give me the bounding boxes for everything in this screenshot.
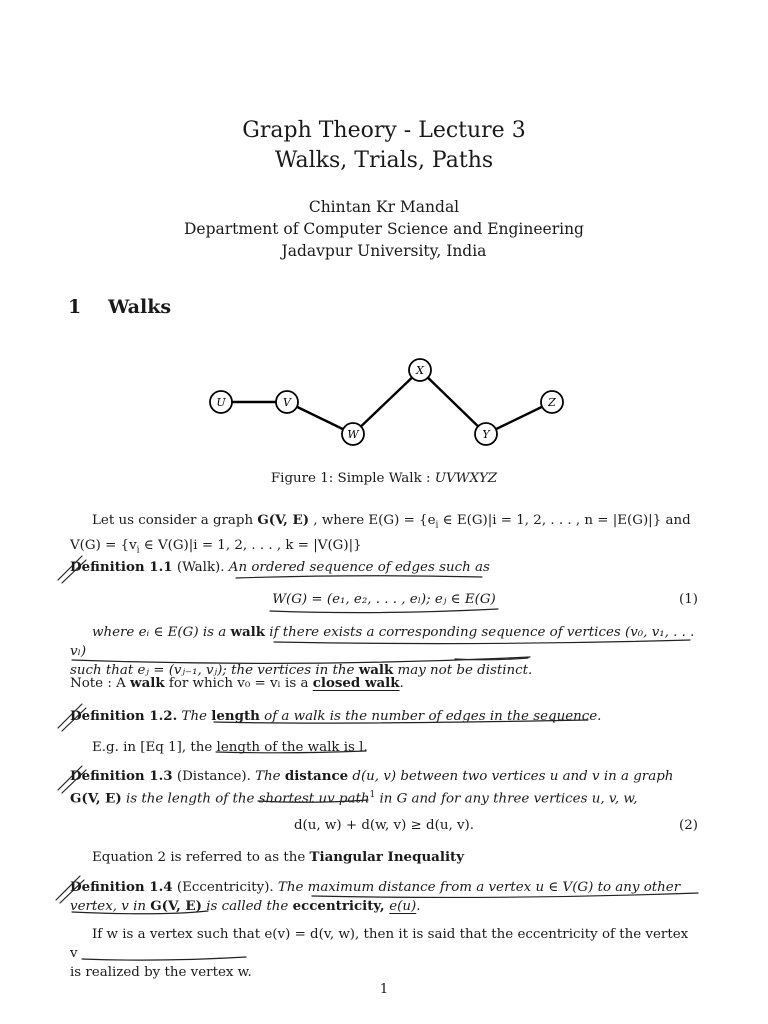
def12-length-term: length (211, 708, 260, 724)
note-walk: walk (130, 675, 165, 691)
def13-graph: G(V, E) (70, 790, 122, 807)
def14-name: (Eccentricity). (172, 880, 274, 895)
node-label-w: W (347, 428, 359, 441)
triangle-inequality-note (70, 848, 698, 867)
def14-text-3: is called the (201, 899, 293, 914)
def13-label: Definition 1.3 (70, 768, 173, 784)
underline-equation-1 (270, 609, 498, 613)
intro-edge-set-end: ∈ E(G)|i = 1, 2, . . . , n = |E(G)|} and (438, 513, 691, 528)
equation-2-number: (2) (679, 818, 698, 833)
def11-label: Definition 1.1 (70, 559, 173, 575)
walk-graph-figure (0, 0, 768, 460)
equation-1-number: (1) (679, 592, 698, 607)
def13-text-3: is the length of the shortest uv path (121, 791, 370, 807)
node-label-y: Y (482, 428, 490, 441)
intro-vertex-set: V(G) = {v (70, 537, 137, 553)
node-label-v: V (283, 396, 291, 409)
definition-1-2 (70, 707, 698, 726)
equation-2-body: d(u, w) + d(w, v) ≥ d(u, v). (293, 818, 475, 833)
def11-distinct: distinct (477, 663, 529, 678)
def11-such-that: such that eⱼ = (vⱼ₋₁, vⱼ); the vertices in the (70, 663, 359, 678)
def13-text: The (250, 769, 285, 784)
def13-footnote-marker: 1 (369, 790, 376, 800)
def11-walk-term-2: walk (358, 662, 394, 678)
caption-prefix: Figure 1: Simple Walk : (270, 471, 435, 486)
def14-eccentricity-term: eccentricity, (292, 898, 390, 914)
def12-label: Definition 1.2. (70, 708, 178, 724)
realized-text-2: is realized by the vertex w. (70, 965, 252, 980)
page-number: 1 (379, 982, 389, 997)
def12-example: E.g. in [Eq 1], the length of the walk is l. (92, 740, 368, 755)
title-line-2: Walks, Trials, Paths (274, 148, 494, 173)
def11-where-text-2: if there exists a corresponding sequence of vertices (v₀, v₁, . . . vₗ) (70, 625, 695, 659)
def11-where-text: where eᵢ ∈ E(G) is a (92, 625, 231, 640)
intro-vertex-set-end: ∈ V(G)|i = 1, 2, . . . , k = |V(G)|} (139, 537, 362, 553)
author-department: Department of Computer Science and Engineering (184, 220, 584, 238)
node-label-x: X (416, 364, 424, 377)
note-middle: for which v₀ = vₗ is a (164, 676, 313, 691)
definition-1-1 (70, 558, 698, 577)
section-title: Walks (108, 296, 172, 318)
intro-text: Let us consider a graph (92, 513, 258, 528)
intro-paragraph: Let us consider a graph G(V, E) , where $E(G) = \{e_i$ ∈ E(G)|i = 1, 2, . . . , n = |E(G)|} and $V(G) = \{v_i$ ∈ V(G)|i = 1, 2, . . . , k = |V(G)|} (70, 512, 691, 556)
def13-text-4: in G and for any three vertices u, v, w, (375, 791, 638, 807)
edge-w-x (353, 370, 420, 434)
def14-graph: G(V, E) (150, 898, 202, 914)
def14-end: . (416, 899, 421, 914)
def13-distance-term: distance (284, 768, 349, 784)
def11-period: . (528, 663, 533, 678)
def13-name: (Distance). (172, 769, 251, 784)
def14-text-2: vertex, v in (70, 899, 151, 914)
definition-1-4 (70, 878, 698, 916)
def11-walk-term: walk (230, 624, 266, 640)
note-closed-walk-term: closed walk (312, 675, 400, 691)
def14-label: Definition 1.4 (70, 879, 173, 895)
def11-text: An ordered sequence of edges such as (224, 560, 490, 575)
def12-text: The (177, 709, 212, 724)
edge-x-y (420, 370, 486, 434)
figure-caption (0, 471, 768, 486)
def14-eccentricity-symbol: e(u) (389, 899, 417, 914)
equation-1-body: W(G) = (e₁, e₂, . . . , eₗ); eⱼ ∈ E(G) (272, 592, 496, 607)
def13-text-2: d(u, v) between two vertices u and v in a graph (348, 769, 674, 784)
note-prefix: Note : A (70, 676, 131, 691)
def11-not-be: may not be (393, 663, 478, 678)
node-label-u: U (216, 396, 226, 409)
realized-text-1: If w is a vertex such that e(v) = d(v, w), then it is said that the eccentricity of the vertex v (70, 927, 689, 961)
node-label-z: Z (548, 396, 556, 409)
def14-text: The maximum distance from a vertex u ∈ V(G) to any other (273, 880, 681, 895)
author-university: Jadavpur University, India (281, 242, 487, 260)
section-number: 1 (68, 296, 82, 318)
def11-name: (Walk). (172, 560, 225, 575)
def12-text-2: of a walk is the number of edges in the sequence. (259, 709, 602, 724)
note-end: . (399, 676, 404, 691)
def11-where (70, 623, 698, 680)
note-closed-walk (70, 674, 698, 693)
intro-graph: G(V, E) (257, 512, 310, 528)
title-line-1: Graph Theory - Lecture 3 (242, 118, 526, 143)
author-name: Chintan Kr Mandal (308, 198, 460, 216)
intro-edge-set: , where E(G) = {e (309, 513, 436, 528)
triangle-note-term: Tiangular Inequality (309, 849, 464, 865)
definition-1-3 (70, 767, 698, 808)
caption-walk: UVWXYZ (434, 471, 498, 486)
triangle-note-text: Equation 2 is referred to as the (92, 850, 310, 865)
eccentricity-realized (70, 925, 698, 982)
